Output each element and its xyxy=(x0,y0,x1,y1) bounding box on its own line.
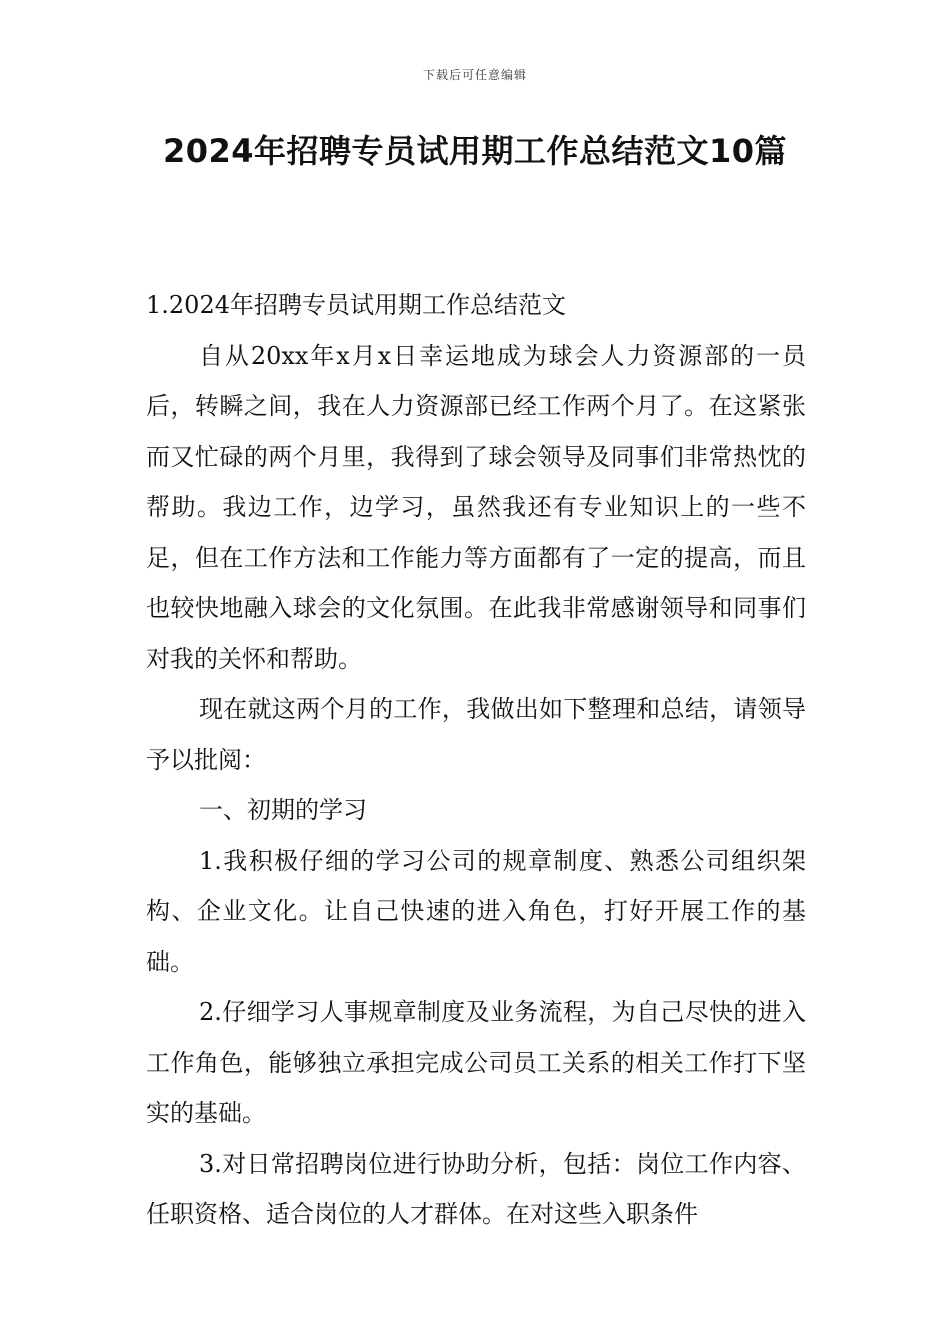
paragraph-summary-request: 现在就这两个月的工作，我做出如下整理和总结，请领导予以批阅： xyxy=(146,695,806,774)
section-heading: 1.2024年招聘专员试用期工作总结范文 xyxy=(146,291,566,319)
paragraph-intro: 自从20xx年x月x日幸运地成为球会人力资源部的一员后，转瞬之间，我在人力资源部已经工作两个月了。在这紧张而又忙碌的两个月里，我得到了球会领导及同事们非常热忱的帮助。我边工作，边学习，虽然我还有专业知识上的一些不足，但在工作方法和工作能力等方面都有了一定的提高，而且也较快地融入球会的文化氛围。在此我非常感谢领导和同事们对我的关怀和帮助。 xyxy=(146,341,806,673)
paragraph-item-1: 1.我积极仔细的学习公司的规章制度、熟悉公司组织架构、企业文化。让自己快速的进入角色，打好开展工作的基础。 xyxy=(146,846,806,976)
subheading-initial-learning: 一、初期的学习 xyxy=(199,796,367,824)
document-title: 2024年招聘专员试用期工作总结范文10篇 xyxy=(162,132,788,170)
header-note: 下载后可任意编辑 xyxy=(422,68,527,82)
paragraph-item-3: 3.对日常招聘岗位进行协助分析，包括：岗位工作内容、任职资格、适合岗位的人才群体。在对这些入职条件 xyxy=(146,1149,806,1228)
paragraph-item-2: 2.仔细学习人事规章制度及业务流程，为自己尽快的进入工作角色，能够独立承担完成公司员工关系的相关工作打下坚实的基础。 xyxy=(146,998,806,1127)
document-body xyxy=(146,280,806,1240)
